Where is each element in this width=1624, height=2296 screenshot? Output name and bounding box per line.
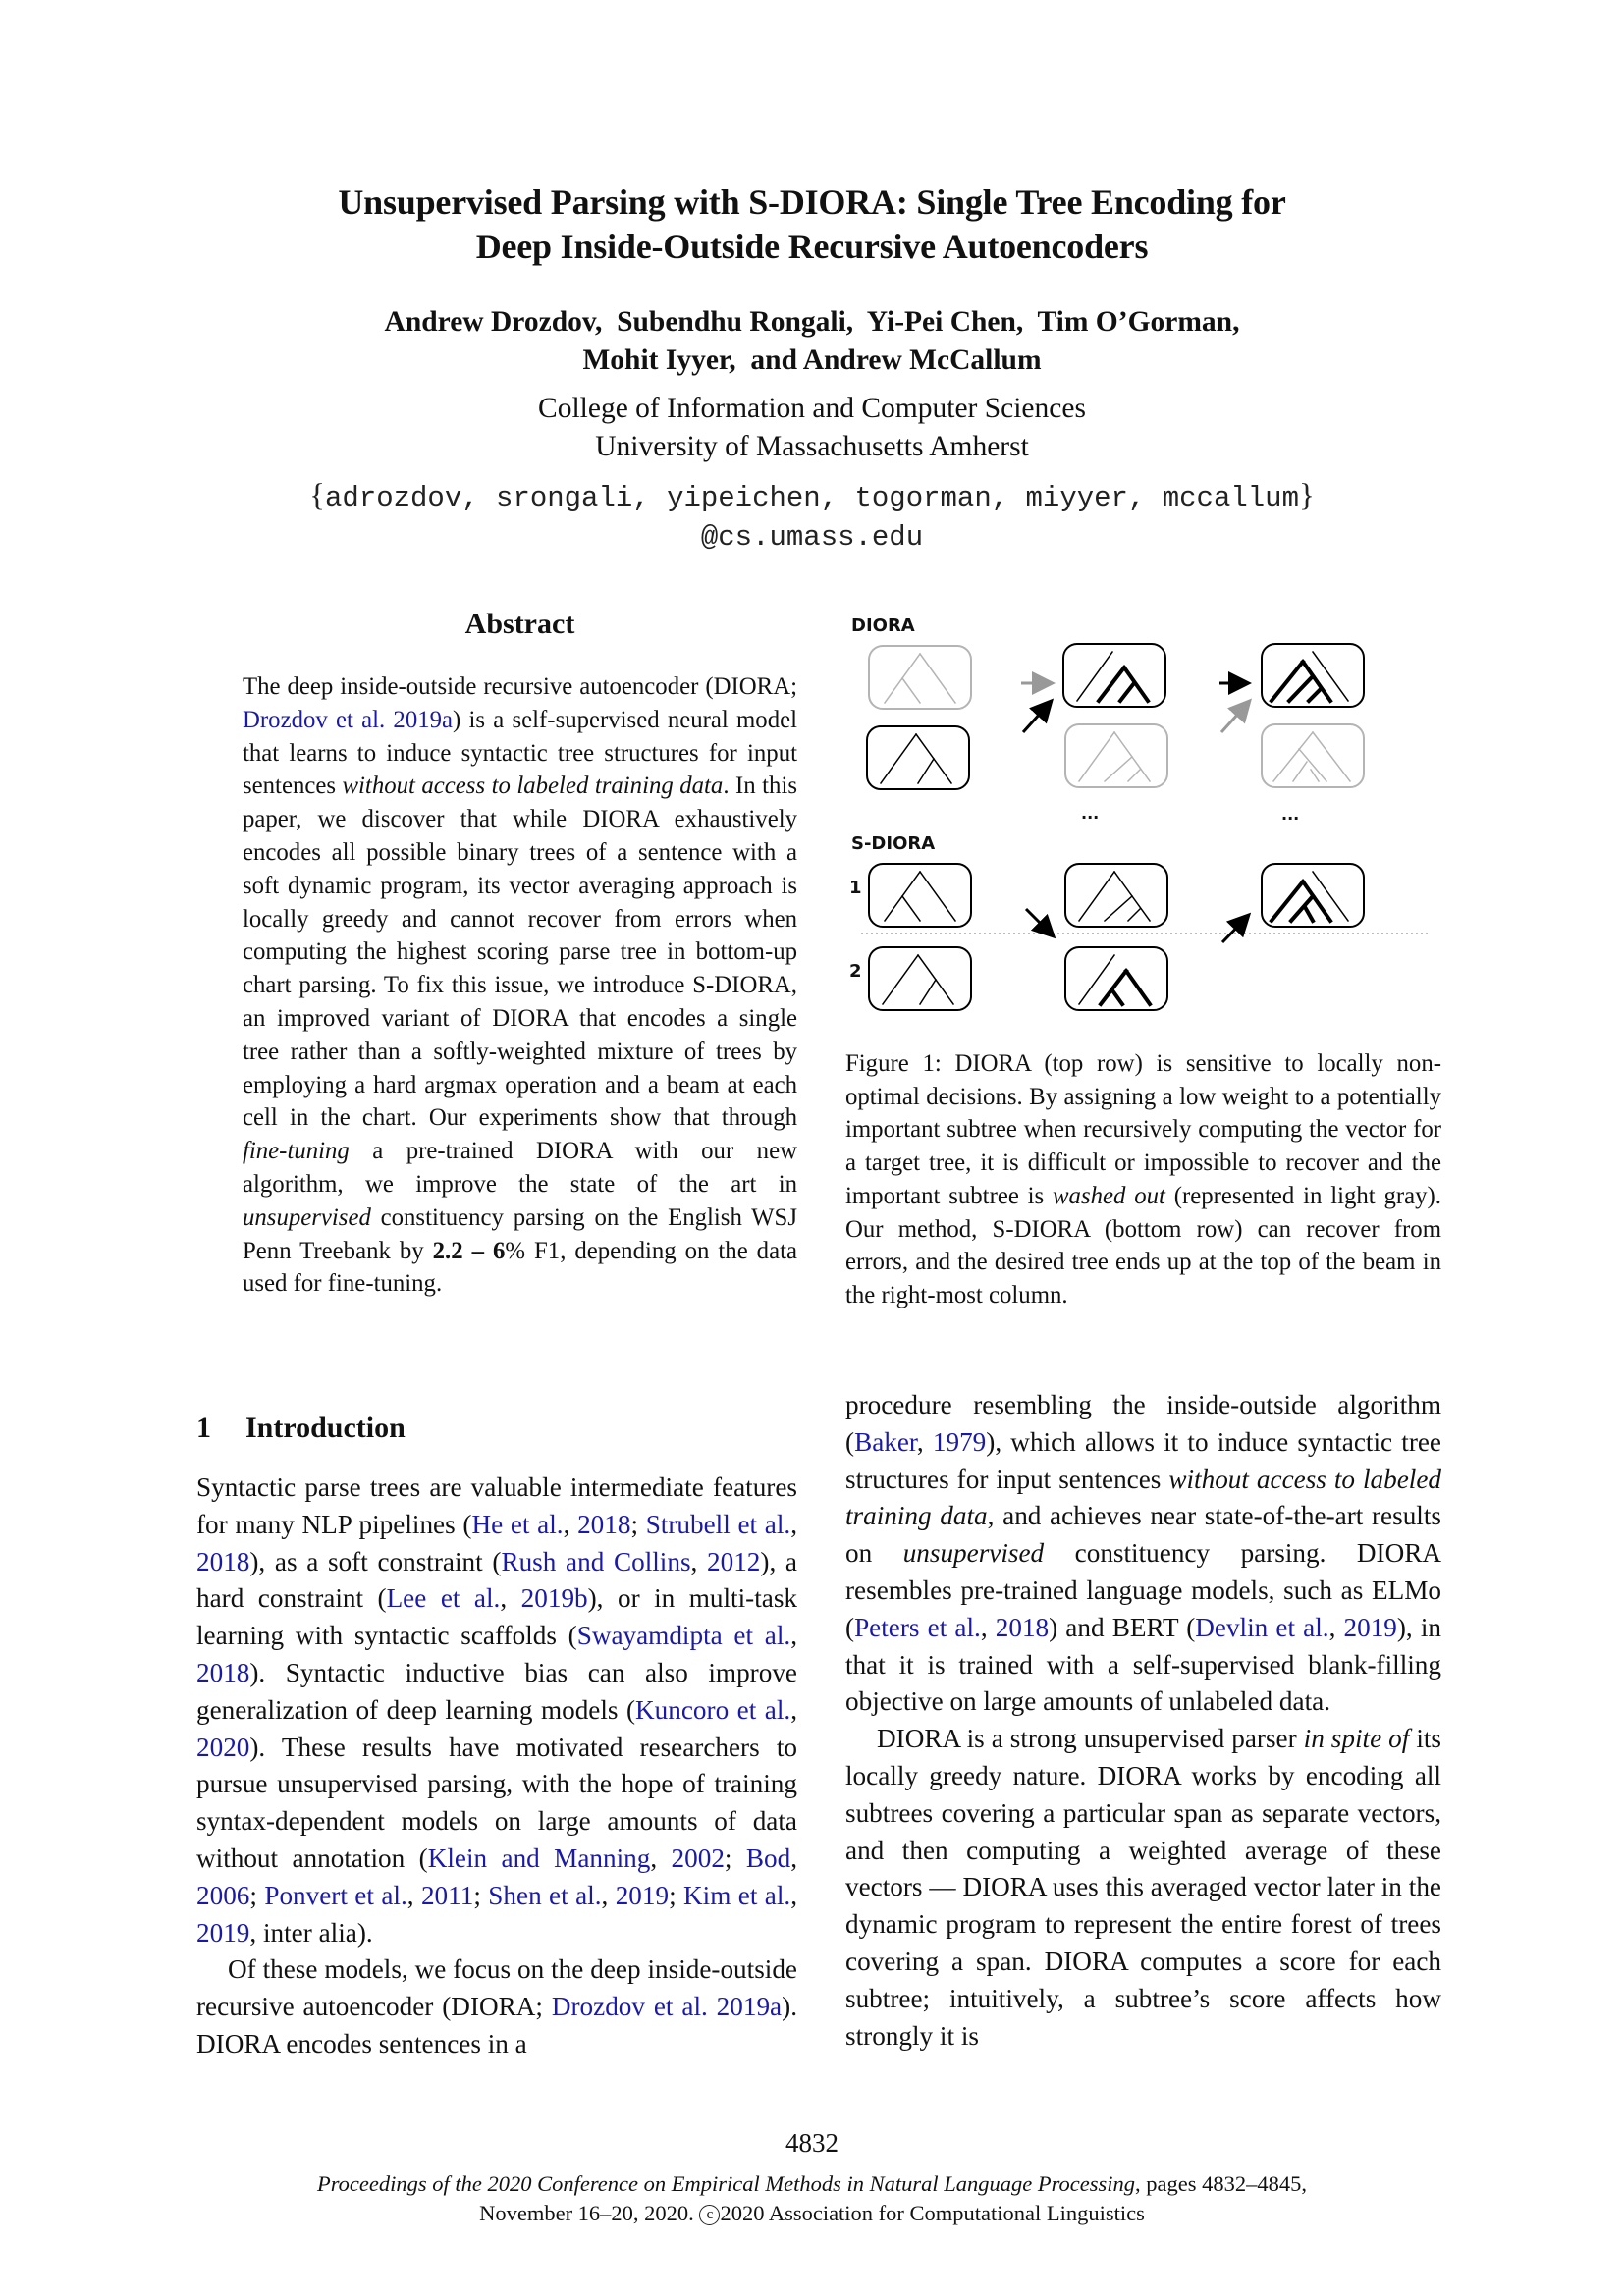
citation-link[interactable]: Baker	[854, 1426, 917, 1457]
emphasis-text: unsupervised	[902, 1538, 1045, 1569]
citation-link[interactable]: Drozdov et al. 2019a	[243, 706, 454, 733]
tree-edge	[1112, 990, 1122, 1004]
text-run: ,	[790, 1880, 797, 1910]
text-run: Figure 1: DIORA (top row) is sensitive to locally non-optimal decisions. By assigning a low weight to a potentially important subtree when recursively computing the vector for a target tree, it is difficult or impossible to recover and the important subtree is	[845, 1050, 1441, 1209]
title-line-1: Unsupervised Parsing with S-DIORA: Single Tree Encoding for	[338, 183, 1286, 222]
text-run: ). These results have motivated researchers to pursue unsupervised parsing, with the hope of training syntax-dependent models on large amounts of data without annotation (	[196, 1732, 797, 1873]
tree-cell-box	[1065, 947, 1167, 1010]
arrow-icon	[1026, 909, 1052, 934]
text-run: ,	[650, 1842, 672, 1873]
abstract-text: a pre-trained DIORA with our new algorithm, we improve the state of the art in	[243, 1138, 797, 1198]
section-title: Introduction	[245, 1412, 406, 1444]
citation-link[interactable]: Kim et al.	[683, 1880, 791, 1910]
abstract-text: . In this paper, we discover that while DIORA exhaustively encodes all possible binary trees of a sentence with a soft dynamic program, its vector averaging approach is locally greedy and cannot recover from errors when computing the highest scoring parse tree in bottom-up chart parsing. To fix this issue, we introduce S-DIORA, an improved variant of DIORA that encodes a single tree rather than a softly-weighted mixture of trees by employing a hard argmax operation and a beam at each cell in the chart. Our experiments show that through	[243, 773, 797, 1132]
beam-ellipsis: ...	[1081, 804, 1100, 823]
text-run: ;	[669, 1880, 684, 1910]
arrow-icon	[1222, 917, 1247, 942]
tree-cell-box	[869, 646, 971, 709]
tree-cell-box	[1063, 644, 1165, 707]
citation-link[interactable]: 2020	[196, 1732, 250, 1762]
figure-1-caption	[845, 1047, 1441, 1312]
tree-edge	[1128, 770, 1140, 781]
paragraph	[196, 1469, 797, 1951]
citation-link[interactable]: 2019	[196, 1917, 250, 1948]
brace-open: {	[309, 478, 326, 513]
text-run: ,	[406, 1880, 421, 1910]
tree-edge	[1293, 762, 1307, 781]
tree-edge	[883, 955, 918, 1004]
beam-row-label-2: 2	[849, 961, 862, 982]
citation-link[interactable]: Lee et al.	[386, 1583, 501, 1614]
venue-pages: , pages 4832–4845,	[1135, 2171, 1307, 2196]
citation-link[interactable]: Swayamdipta et al.	[576, 1621, 791, 1651]
conference-date: November 16–20, 2020.	[479, 2201, 700, 2225]
tree-edge	[1305, 907, 1313, 921]
abstract-result-value: 2.2 – 6	[432, 1237, 506, 1264]
text-run: procedure resembling the inside-outside algorithm (	[845, 1390, 1441, 1457]
citation-link[interactable]: Shen et al.	[488, 1880, 602, 1910]
text-run: ), a hard constraint (	[196, 1546, 797, 1614]
abstract-emphasis: without access to labeled training data	[342, 773, 724, 800]
citation-link[interactable]: 2019	[1343, 1612, 1397, 1642]
tree-edge	[1313, 872, 1348, 921]
emphasis-text: washed out	[1053, 1182, 1165, 1209]
tree-edge	[1289, 676, 1313, 701]
text-run: , inter alia).	[249, 1917, 373, 1948]
text-run: ). Syntactic inductive bias can also improve generalization of deep learning models (	[196, 1657, 797, 1725]
tree-edge	[920, 654, 955, 703]
citation-link[interactable]: 2002	[671, 1842, 725, 1873]
text-run: ,	[980, 1612, 996, 1642]
copyright-icon: c	[699, 2205, 720, 2225]
beam-row-label-1: 1	[849, 878, 862, 898]
abstract-text: % F1, depending on the data used for fine-tuning.	[243, 1237, 797, 1298]
tree-edge	[1105, 896, 1132, 921]
figure-label-s-diora: S-DIORA	[851, 833, 936, 854]
copyright-text: 2020 Association for Computational Linguistics	[720, 2201, 1145, 2225]
authors-line-2: Mohit Iyyer, and Andrew McCallum	[582, 345, 1042, 376]
text-run: ;	[724, 1842, 746, 1873]
text-run: ), or in multi-task learning with syntactic scaffolds (	[196, 1583, 798, 1651]
citation-link[interactable]: 2019	[615, 1880, 670, 1910]
abstract-emphasis: unsupervised	[243, 1203, 371, 1231]
citation-link[interactable]: 2012	[707, 1546, 761, 1576]
tree-edge	[1120, 683, 1134, 701]
tree-cell-box	[1065, 724, 1167, 787]
tree-edge	[902, 896, 920, 921]
brace-close: }	[1298, 478, 1315, 513]
tree-cell-box	[1065, 864, 1167, 927]
emphasis-text: in spite of	[1303, 1724, 1410, 1754]
text-run: ;	[249, 1880, 265, 1910]
text-run: ;	[473, 1880, 489, 1910]
text-run: its locally greedy nature. DIORA works by encoding all subtrees covering a particular span as separate vectors, and then computing a weighted average of these vectors — DIORA uses this averaged vector later in the dynamic program to represent the entire forest of trees covering a span. DIORA computes a score for each subtree; intuitively, a subtree’s score affects how strongly it is	[845, 1724, 1442, 2051]
abstract-text: The deep inside-outside recursive autoencoder (DIORA;	[243, 673, 797, 700]
tree-edge	[1273, 732, 1313, 781]
abstract-emphasis: fine-tuning	[243, 1138, 350, 1165]
title-line-2: Deep Inside-Outside Recursive Autoencoders	[475, 227, 1149, 266]
text-run: ). DIORA encodes sentences in a	[196, 1992, 797, 2058]
citation-link[interactable]: Devlin et al.	[1195, 1612, 1329, 1642]
text-run: ,	[916, 1426, 933, 1457]
citation-link[interactable]: Rush and Collins	[501, 1546, 691, 1576]
tree-edge	[1272, 662, 1303, 701]
citation-link[interactable]: He et al.	[471, 1509, 564, 1539]
tree-cell-box	[1262, 644, 1364, 707]
emphasis-text: without access to labeled training data	[845, 1464, 1441, 1531]
tree-edge	[902, 678, 920, 703]
tree-cell-box	[869, 864, 971, 927]
paragraph	[196, 1951, 797, 2062]
text-run: ,	[790, 1621, 798, 1651]
tree-cell-box	[1262, 724, 1364, 787]
text-run: ,	[601, 1880, 616, 1910]
section-number: 1	[196, 1412, 211, 1444]
text-run: ,	[500, 1583, 521, 1614]
arrow-icon	[1221, 703, 1248, 732]
citation-link[interactable]: 2019b	[520, 1583, 588, 1614]
citation-link[interactable]: 2011	[420, 1880, 474, 1910]
tree-edge	[920, 980, 936, 1004]
text-run: Syntactic parse trees are valuable intermediate features for many NLP pipelines (	[196, 1472, 797, 1539]
abstract-text: ) is a self-supervised neural model that learns to induce syntactic tree structures for input sentences	[243, 706, 797, 800]
text-run: (represented in light gray). Our method, S-DIORA (bottom row) can recover from errors, and the desired tree ends up at the top of the beam in the right-most column.	[845, 1182, 1441, 1308]
abstract-body	[243, 670, 797, 1301]
section-heading-introduction	[196, 1412, 406, 1445]
citation-link[interactable]: 2018	[995, 1612, 1050, 1642]
page-number: 4832	[785, 2128, 839, 2158]
tree-edge	[1099, 667, 1124, 701]
tree-edge	[1313, 732, 1350, 781]
caption-text	[845, 1047, 1441, 1312]
text-run: ,	[1328, 1612, 1344, 1642]
author-list	[0, 303, 1624, 380]
abstract-text: constituency parsing on the English WSJ Penn Treebank by	[243, 1203, 797, 1264]
affiliation	[0, 390, 1624, 466]
email-domain: @cs.umass.edu	[700, 521, 924, 554]
right-column-body	[845, 1387, 1441, 2055]
abstract-heading: Abstract	[464, 608, 575, 640]
venue-name: Proceedings of the 2020 Conference on Empirical Methods in Natural Language Processing	[316, 2171, 1136, 2196]
text-run: ,	[790, 1509, 797, 1539]
text-run: ), in that it is trained with a self-supervised blank-filling objective on large amounts of unlabeled data.	[845, 1612, 1442, 1717]
affiliation-line-2: University of Massachusetts Amherst	[595, 431, 1029, 462]
citation-link[interactable]: Ponvert et al.	[264, 1880, 407, 1910]
tree-edge	[1105, 757, 1132, 781]
tree-edge	[1077, 652, 1112, 701]
tree-edge	[1124, 667, 1148, 701]
tree-edge	[1079, 955, 1114, 1004]
text-run: constituency parsing. DIORA resembles pre-trained language models, such as ELMo (	[845, 1538, 1441, 1642]
figure-label-diora: DIORA	[851, 615, 915, 636]
tree-edge	[920, 872, 955, 921]
citation-link[interactable]: Peters et al.	[854, 1612, 981, 1642]
text-run: Of these models, we focus on the deep inside-outside recursive autoencoder (DIORA;	[196, 1954, 797, 2022]
author-emails	[0, 476, 1624, 558]
tree-edge	[1079, 732, 1114, 781]
tree-cell-box	[867, 726, 969, 789]
tree-edge	[1101, 971, 1126, 1004]
citation-link[interactable]: Kuncoro et al.	[635, 1694, 791, 1725]
tree-edge	[1299, 749, 1326, 781]
affiliation-line-1: College of Information and Computer Sciences	[538, 393, 1086, 424]
tree-cell-box	[869, 947, 971, 1010]
tree-edge	[1128, 909, 1140, 921]
citation-link[interactable]: Strubell et al.	[645, 1509, 791, 1539]
tree-edge	[881, 734, 916, 783]
text-run: ;	[630, 1509, 646, 1539]
paragraph	[845, 1721, 1441, 2055]
citation-link[interactable]: 2018	[196, 1657, 250, 1687]
citation-link[interactable]: Bod	[745, 1842, 791, 1873]
text-run: , and achieves near state-of-the-art results on	[845, 1501, 1441, 1569]
citation-link[interactable]: 2018	[196, 1546, 250, 1576]
citation-link[interactable]: 2006	[196, 1880, 250, 1910]
citation-link[interactable]: 2018	[577, 1509, 631, 1539]
arrow-icon	[1023, 703, 1050, 732]
tree-edge	[1309, 689, 1321, 701]
tree-edge	[918, 759, 934, 783]
citation-link[interactable]: Drozdov et al. 2019a	[551, 1992, 783, 2022]
citation-link[interactable]: 1979	[932, 1426, 987, 1457]
tree-edge	[1126, 971, 1150, 1004]
text-run: ), as a soft constraint (	[249, 1546, 502, 1576]
text-run: DIORA is a strong unsupervised parser	[877, 1724, 1304, 1754]
text-run: ,	[790, 1842, 798, 1873]
email-usernames: adrozdov, srongali, yipeichen, togorman, miyyer, mccallum	[325, 482, 1299, 514]
text-run: ,	[690, 1546, 708, 1576]
paragraph	[845, 1387, 1441, 1721]
beam-ellipsis: ...	[1281, 805, 1300, 824]
proceedings-footer	[0, 2169, 1624, 2228]
authors-line-1: Andrew Drozdov, Subendhu Rongali, Yi-Pei Chen, Tim O’Gorman,	[384, 306, 1240, 338]
figure-1-diagram	[839, 607, 1448, 1029]
text-run: ), which allows it to induce syntactic tree structures for input sentences	[845, 1426, 1442, 1494]
text-run: ) and BERT (	[1049, 1612, 1196, 1642]
tree-cell-box	[1262, 864, 1364, 927]
tree-edge	[1079, 872, 1114, 921]
text-run: ,	[790, 1694, 797, 1725]
text-run: ,	[563, 1509, 578, 1539]
introduction-body	[196, 1469, 797, 2063]
citation-link[interactable]: Klein and Manning	[427, 1842, 651, 1873]
paper-title	[0, 181, 1624, 269]
